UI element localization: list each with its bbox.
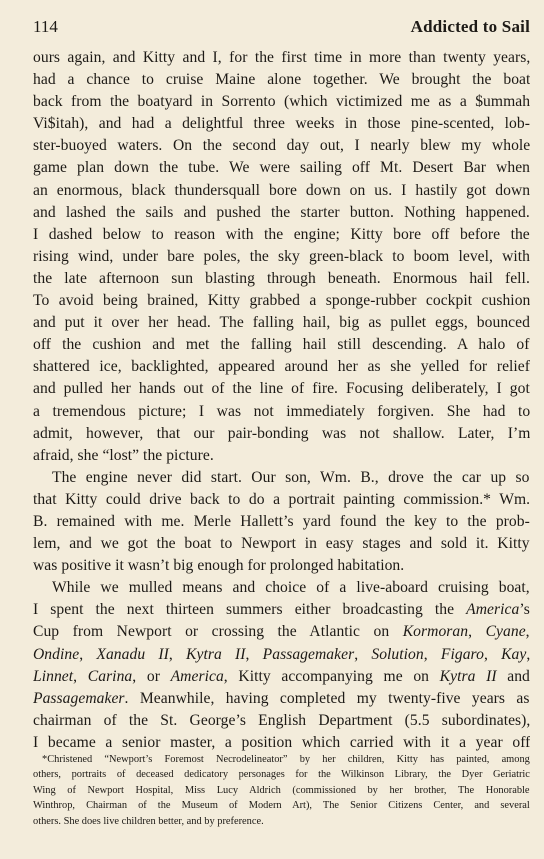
text-line: was positive it wasn’t big enough for prolonged habitation. — [33, 557, 405, 575]
text-line: chairman of the St. George’s English Department (5.5 subordinates), — [33, 711, 530, 729]
text-line: I became a senior master, a position which carried with it a year off — [33, 733, 530, 751]
text-line: the late afternoon sun blasting through beneath. Enormous hail fell. — [33, 269, 530, 287]
text-line: lem, and we got the boat to Newport in easy stages and sold it. Kitty — [33, 535, 530, 553]
text-line: ster-buoyed waters. On the second day out, I nearly blew my whole — [33, 137, 530, 155]
text-line: had a chance to cruise Maine alone together. We brought the boat — [33, 71, 530, 89]
text-line: shattered ice, backlighted, appeared around her as she yelled for relief — [33, 358, 530, 376]
page-number: 114 — [33, 17, 58, 36]
text-line: Linnet, Carina, or America, Kitty accompanying me on Kytra II and — [33, 667, 530, 685]
footnote-line: Winthrop, Chairman of the Museum of Modern Art), The Senior Citizens Center, and several — [33, 800, 530, 812]
text-line: Cup from Newport or crossing the Atlantic on Kormoran, Cyane, — [33, 623, 530, 641]
running-title: Addicted to Sail — [410, 17, 530, 36]
footnote-line: *Christened “Newport’s Foremost Necrodelineator” by her children, Kitty has painted, among — [42, 754, 530, 765]
text-line: a tremendous picture; I was not immediately forgiven. She had to — [33, 402, 530, 420]
text-line: afraid, she “lost” the picture. — [33, 446, 214, 464]
text-line: The engine never did start. Our son, Wm. B., drove the car up so — [52, 468, 530, 486]
text-line: B. remained with me. Merle Hallett’s yard found the key to the prob- — [33, 512, 530, 530]
footnote-line: others, portraits of deceased dedicatory personages for the Wilkinson Library, the Dyer Geriatric — [33, 769, 530, 781]
text-line: off the cushion and met the falling hail still descending. A halo of — [33, 336, 530, 354]
text-line: back from the boatyard in Sorrento (which victimized me as a $ummah — [33, 93, 530, 111]
text-line: admit, however, that our pair-bonding was not shallow. Later, I’m — [33, 424, 530, 442]
text-line: and pulled her hands out of the line of fire. Focusing deliberately, I got — [33, 380, 530, 398]
body-text — [33, 47, 530, 754]
text-line: I dashed below to reason with the engine; Kitty bore off before the — [33, 225, 530, 243]
text-line: that Kitty could drive back to do a portrait painting commission.* Wm. — [33, 490, 530, 508]
text-line: ours again, and Kitty and I, for the first time in more than twenty years, — [33, 49, 530, 66]
page-header — [33, 17, 530, 41]
text-line: game plan down the tube. We were sailing off Mt. Desert Bar when — [33, 159, 530, 177]
text-line: and put it over her head. The falling hail, big as pullet eggs, bounced — [33, 314, 530, 332]
text-line: I spent the next thirteen summers either broadcasting the America’s — [33, 601, 530, 619]
footnote — [33, 752, 530, 829]
text-line: While we mulled means and choice of a live-aboard cruising boat, — [52, 579, 530, 597]
text-line: and lashed the sails and pushed the starter button. Nothing happened. — [33, 203, 530, 221]
text-line: Passagemaker. Meanwhile, having completed my twenty-five years as — [33, 689, 530, 707]
text-line: rising wind, under bare poles, the sky green-black to boom level, with — [33, 247, 530, 265]
text-line: Vi$itah), and had a delightful three weeks in those pine-scented, lob- — [33, 115, 530, 133]
text-line: To avoid being brained, Kitty grabbed a sponge-rubber cockpit cushion — [33, 292, 530, 310]
text-line: Ondine, Xanadu II, Kytra II, Passagemaker, Solution, Figaro, Kay, — [33, 645, 530, 663]
footnote-line: others. She does live children better, and by preference. — [33, 815, 264, 827]
text-line: an enormous, black thundersquall bore down on us. I hastily got down — [33, 181, 530, 199]
footnote-line: Wing of Newport Hospital, Miss Lucy Aldrich (commissioned by her brother, The Honorable — [33, 784, 530, 796]
